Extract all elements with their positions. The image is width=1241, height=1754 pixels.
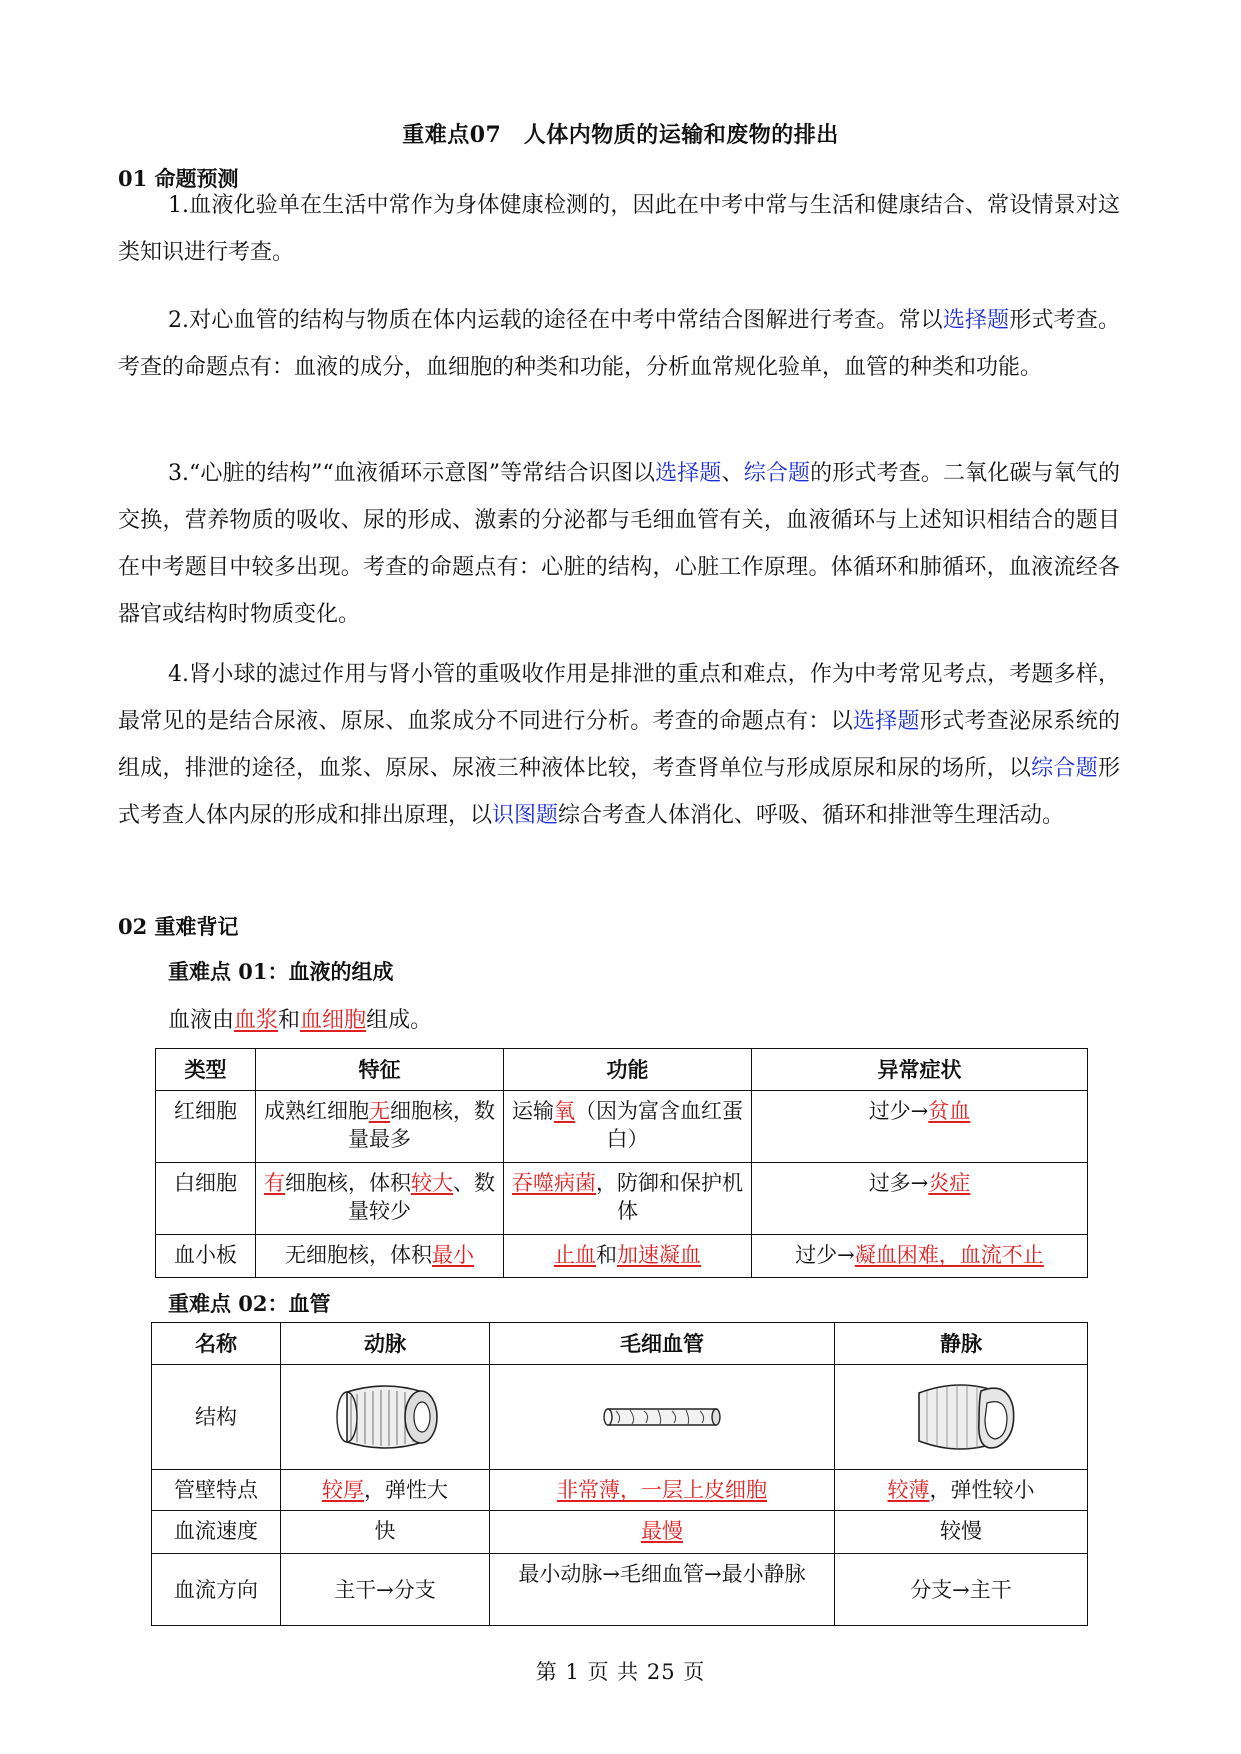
table-cell: [156, 1163, 256, 1235]
text-run: 2.对心血管的结构与物质在体内运载的途径在中考中常结合图解进行考查。常以: [168, 308, 943, 333]
table-cell: [752, 1091, 1088, 1163]
text-run: 形式考查。考查的命题点有：血液的成分，血细胞的种类和功能，分析血常规化验单，血管的种类和功能。: [118, 308, 1120, 380]
question-type-term: 选择题: [942, 308, 1010, 333]
text-run: 组成。: [366, 1008, 433, 1033]
document-title: 重难点07 人体内物质的运输和废物的排出: [402, 122, 839, 148]
text-run: 形式考查泌尿系统的组成，排泄的途径，血浆、原尿、尿液三种液体比较，考查肾单位与形成原尿和尿的场所，以: [118, 709, 1120, 781]
table-cell: [490, 1554, 835, 1626]
table-header: 类型: [156, 1049, 256, 1091]
table-cell: [504, 1163, 752, 1235]
table-cell: [490, 1511, 835, 1554]
text-run: 形式考查人体内尿的形成和排出原理，以: [118, 756, 1120, 828]
table-row: [156, 1163, 1088, 1235]
text-run: 血流方向: [174, 1577, 258, 1602]
text-run: 运输: [512, 1099, 554, 1123]
table-cell: [256, 1163, 504, 1235]
table-cell: [256, 1091, 504, 1163]
prediction-paragraph-3: [118, 450, 1120, 638]
table-cell: [281, 1511, 490, 1554]
text-run: （因为富含血红蛋白）: [575, 1099, 743, 1151]
table-header: 毛细血管: [490, 1323, 835, 1365]
text-run: 红细胞: [174, 1099, 237, 1123]
key-term: 炎症: [928, 1171, 971, 1195]
text-run: 1.血液化验单在生活中常作为身体健康检测的，因此在中考中常与生活和健康结合、常设情景对这类知识进行考查。: [118, 193, 1120, 265]
text-run: 3.“心脏的结构”“血液循环示意图”等常结合识图以: [168, 461, 656, 486]
text-run: 管壁特点: [174, 1478, 258, 1502]
table-header: 异常症状: [752, 1049, 1088, 1091]
text-run: 综合考查人体消化、呼吸、循环和排泄等生理活动。: [558, 803, 1065, 828]
text-run: 细胞核，数量最多: [348, 1099, 495, 1151]
question-type-term: 识图题: [492, 803, 559, 828]
text-run: 的形式考查。二氧化碳与氧气的交换，营养物质的吸收、尿的形成、激素的分泌都与毛细血管有关，血液循环与上述知识相结合的题目在中考题目中较多出现。考查的命题点有：心脏的结构，心脏工作原理。体循环和肺循环，血液流经各器官或结构时物质变化。: [118, 461, 1120, 627]
key-term: 贫血: [928, 1099, 971, 1123]
key-term: 较薄: [887, 1478, 930, 1502]
key-term: 无: [369, 1099, 390, 1123]
capillary-icon: [592, 1397, 732, 1437]
section-heading-prediction: 01 命题预测: [118, 166, 239, 191]
table-cell: [835, 1365, 1088, 1470]
table-header: 功能: [504, 1049, 752, 1091]
table-cell: [281, 1365, 490, 1470]
text-run: 细胞核，体积: [285, 1171, 411, 1195]
table-cell: [504, 1235, 752, 1278]
question-type-term: 综合题: [1031, 756, 1098, 781]
key-term: 氧: [554, 1099, 575, 1123]
text-run: ，弹性较小: [929, 1478, 1035, 1502]
text-run: 血小板: [174, 1243, 237, 1267]
question-type-term: 选择题: [655, 461, 722, 486]
text-run: 血液由: [168, 1008, 235, 1033]
text-run: 主干→分支: [334, 1577, 436, 1602]
table-header: 特征: [256, 1049, 504, 1091]
key-term: 凝血困难，血流不止: [854, 1243, 1044, 1267]
text-run: 分支→主干: [910, 1577, 1012, 1602]
table-row: [156, 1235, 1088, 1278]
table-row: [156, 1091, 1088, 1163]
prediction-paragraph-4: [118, 651, 1120, 839]
table-cell: [256, 1235, 504, 1278]
key-point-2-heading: 重难点 02：血管: [168, 1291, 331, 1316]
table-cell: [835, 1554, 1088, 1626]
key-term: 加速凝血: [617, 1243, 701, 1267]
text-run: 过少→: [795, 1243, 855, 1267]
table-cell: [752, 1235, 1088, 1278]
text-run: 过多→: [868, 1171, 929, 1195]
key-point-1-heading: 重难点 01：血液的组成: [168, 959, 394, 984]
text-run: 过少→: [868, 1099, 929, 1123]
table-cell: 结构: [152, 1365, 281, 1470]
text-run: 较慢: [940, 1519, 982, 1543]
table-header: 静脉: [835, 1323, 1088, 1365]
text-run: 成熟红细胞: [264, 1099, 369, 1123]
key-term: 较大: [411, 1171, 453, 1195]
vein-cross-section-icon: [901, 1371, 1021, 1463]
table-cell: [281, 1470, 490, 1511]
text-run: 、: [721, 461, 744, 486]
table-row: [152, 1470, 1088, 1511]
key-term: 有: [264, 1171, 285, 1195]
table-cell: [835, 1511, 1088, 1554]
table-cell: [152, 1470, 281, 1511]
prediction-paragraph-1: [118, 182, 1120, 276]
table-row: [152, 1365, 1088, 1470]
text-run: 和: [278, 1008, 301, 1033]
artery-cross-section-icon: [325, 1374, 445, 1460]
prediction-paragraph-2: [118, 297, 1120, 391]
text-run: 4.肾小球的滤过作用与肾小管的重吸收作用是排泄的重点和难点，作为中考常见考点，考题多样，最常见的是结合尿液、原尿、血浆成分不同进行分析。考查的命题点有：以: [118, 662, 1120, 734]
key-term: 血细胞: [300, 1008, 367, 1033]
text-run: 最小动脉→毛细血管→最小静脉: [518, 1562, 806, 1586]
key-term: 血浆: [234, 1008, 279, 1033]
blood-vessel-table: [151, 1322, 1088, 1626]
table-header: 名称: [152, 1323, 281, 1365]
key-term: 吞噬病菌: [512, 1171, 596, 1195]
table-cell: [835, 1470, 1088, 1511]
page-number-footer: 第 1 页 共 25 页: [535, 1660, 706, 1684]
key-term: 较厚: [322, 1478, 364, 1502]
table-cell: [156, 1091, 256, 1163]
text-run: ，弹性大: [364, 1478, 448, 1502]
key-term: 最慢: [641, 1519, 683, 1543]
text-run: 无细胞核，体积: [285, 1243, 432, 1267]
table-row: [152, 1554, 1088, 1626]
table-header: 动脉: [281, 1323, 490, 1365]
table-cell: [752, 1163, 1088, 1235]
text-run: 血流速度: [174, 1519, 258, 1543]
text-run: 快: [374, 1519, 396, 1543]
table-row: [152, 1511, 1088, 1554]
table-cell: [152, 1554, 281, 1626]
table-cell: [152, 1511, 281, 1554]
text-run: ，防御和保护机体: [596, 1171, 743, 1223]
question-type-term: 综合题: [743, 461, 811, 486]
table-cell: [281, 1554, 490, 1626]
table-cell: [490, 1365, 835, 1470]
text-run: 白细胞: [174, 1171, 237, 1195]
table-cell: [504, 1091, 752, 1163]
blood-composition-intro: [168, 1003, 432, 1034]
key-term: 止血: [554, 1243, 596, 1267]
key-term: 非常薄，一层上皮细胞: [557, 1478, 767, 1502]
text-run: 、数量较少: [348, 1171, 495, 1223]
table-cell: [490, 1470, 835, 1511]
section-heading-key-points: 02 重难背记: [118, 914, 239, 939]
key-term: 最小: [432, 1243, 474, 1267]
blood-composition-table: [155, 1048, 1088, 1278]
table-cell: [156, 1235, 256, 1278]
text-run: 和: [596, 1243, 617, 1267]
question-type-term: 选择题: [852, 709, 920, 734]
